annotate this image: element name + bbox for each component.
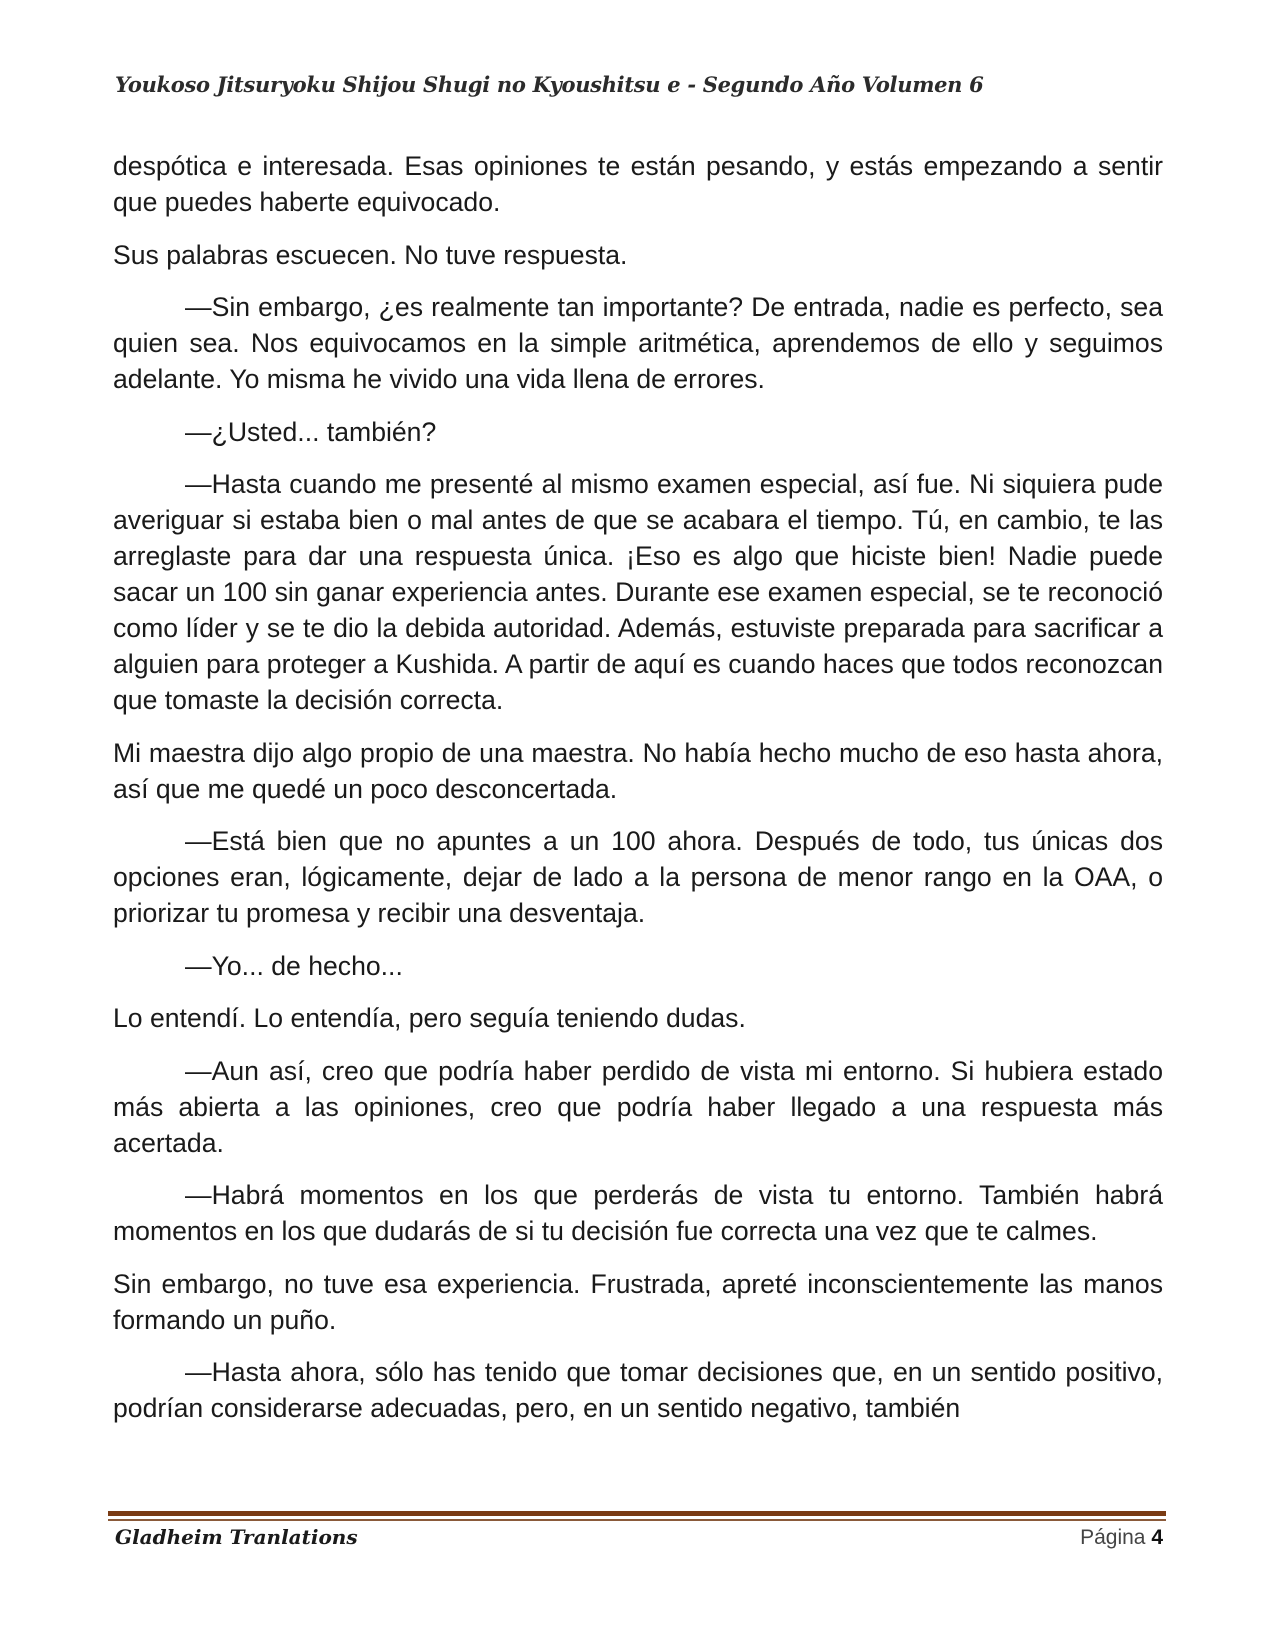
footer-publisher: Gladheim Tranlations: [115, 1525, 358, 1549]
paragraph: Lo entendí. Lo entendía, pero seguía teniendo dudas.: [113, 1003, 746, 1033]
paragraph: —¿Usted... también?: [185, 416, 437, 447]
paragraph: —Aun así, creo que podría haber perdido de vista mi entorno. Si hubiera estado más abierta a las opiniones, creo que podría haber llegado a una respuesta más acertada.: [113, 1055, 1163, 1158]
footer-divider-thin: [108, 1519, 1166, 1521]
paragraph: Sus palabras escuecen. No tuve respuesta.: [113, 239, 628, 270]
paragraph: —Sin embargo, ¿es realmente tan importante? De entrada, nadie es perfecto, sea quien sea. Nos equivocamos en la simple aritmética, aprendemos de ello y seguimos adelante. Yo misma he vivido una vida llena de errores.: [113, 292, 1163, 394]
paragraph: —Yo... de hecho...: [185, 950, 403, 981]
page-label: Página: [1080, 1526, 1146, 1549]
page-number: 4: [1151, 1526, 1163, 1549]
paragraph: Sin embargo, no tuve esa experiencia. Frustrada, apreté inconscientemente las manos formando un puño.: [113, 1268, 1163, 1335]
running-header: Youkoso Jitsuryoku Shijou Shugi no Kyoushitsu e - Segundo Año Volumen 6: [115, 72, 984, 97]
paragraph: —Está bien que no apuntes a un 100 ahora. Después de todo, tus únicas dos opciones eran, lógicamente, dejar de lado a la persona de menor rango en la OAA, o priorizar tu promesa y recibir una desventaja.: [113, 826, 1163, 928]
body-text: [113, 148, 1163, 1443]
paragraph: —Habrá momentos en los que perderás de vista tu entorno. También habrá momentos en los que dudarás de si tu decisión fue correcta una vez que te calmes.: [113, 1180, 1163, 1246]
footer-divider: [108, 1511, 1166, 1516]
paragraph: despótica e interesada. Esas opiniones te están pesando, y estás empezando a sentir que puedes haberte equivocado.: [113, 151, 1163, 217]
page-number-label: [1080, 1526, 1163, 1550]
paragraph: —Hasta cuando me presenté al mismo examen especial, así fue. Ni siquiera pude averiguar si estaba bien o mal antes de que se acabara el tiempo. Tú, en cambio, te las arreglaste para dar una respuesta única. ¡Eso es algo que hiciste bien! Nadie puede sacar un 100 sin ganar experiencia antes. Durante ese examen especial, se te reconoció como líder y se te dio la debida autoridad. Además, estuviste preparada para sacrificar a alguien para proteger a Kushida. A partir de aquí es cuando haces que todos reconozcan que tomaste la decisión correcta.: [113, 469, 1163, 715]
paragraph: —Hasta ahora, sólo has tenido que tomar decisiones que, en un sentido positivo, podrían considerarse adecuadas, pero, en un sentido negativo, también: [113, 1357, 1163, 1423]
paragraph: Mi maestra dijo algo propio de una maestra. No había hecho mucho de eso hasta ahora, así que me quedé un poco desconcertada.: [113, 737, 1163, 804]
